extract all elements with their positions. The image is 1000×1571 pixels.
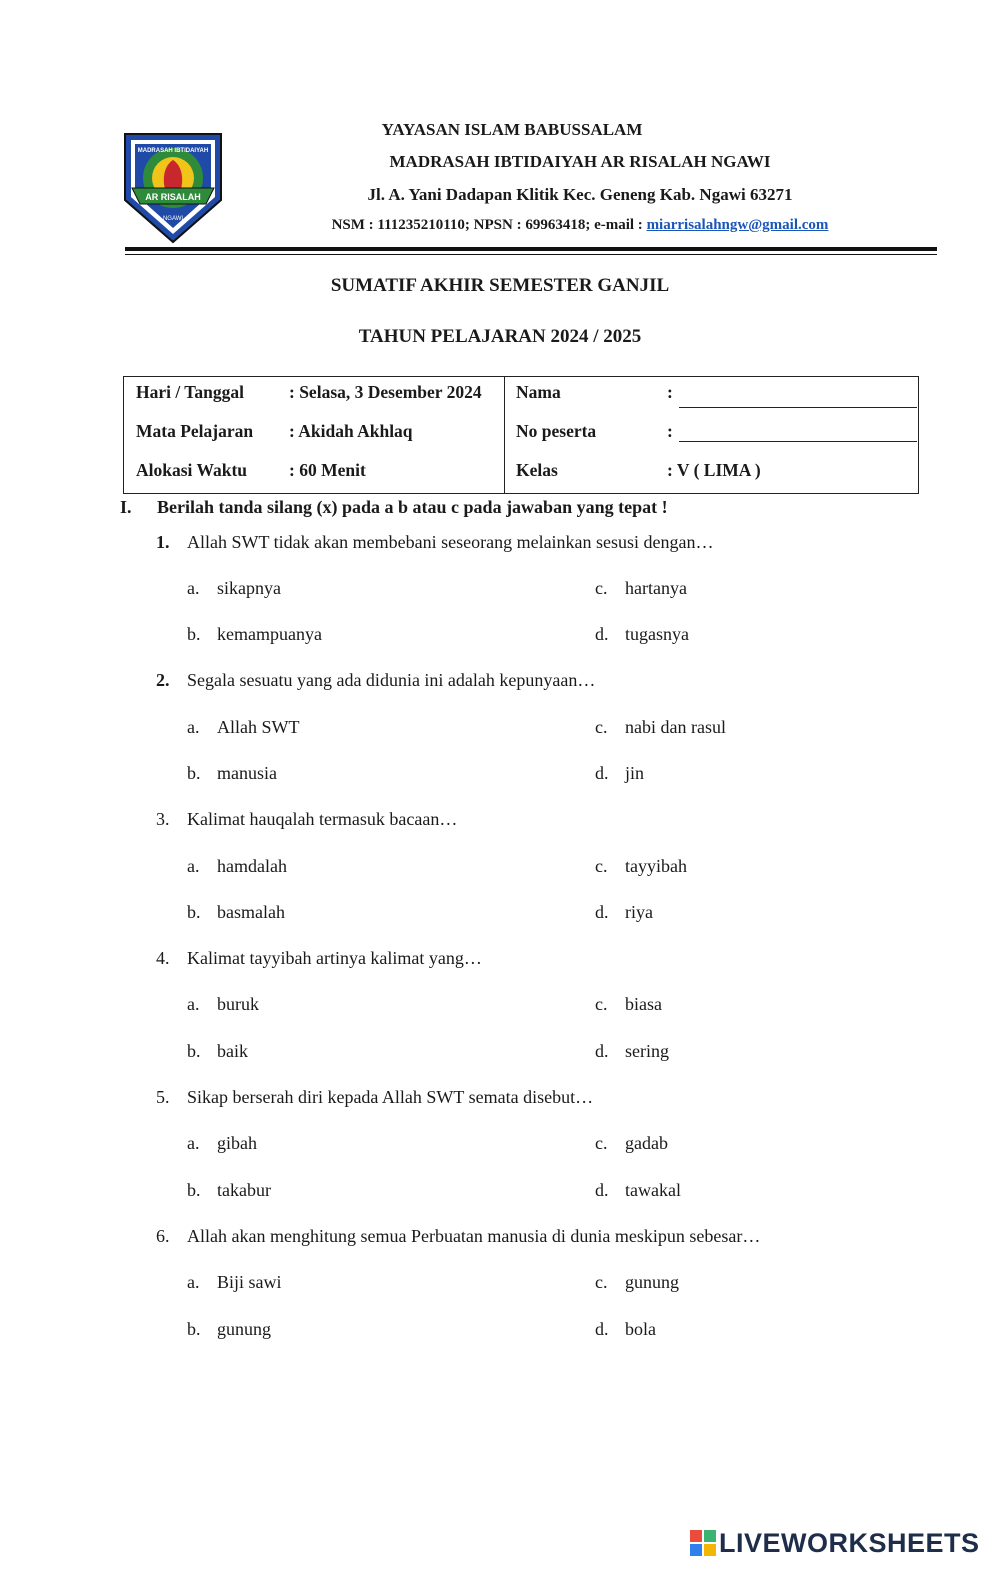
option-text[interactable]: kemampuanya: [217, 624, 322, 644]
info-label-duration: Alokasi Waktu: [136, 460, 248, 480]
option-text[interactable]: takabur: [217, 1180, 271, 1200]
option-label[interactable]: c.: [595, 578, 608, 598]
option-text[interactable]: Allah SWT: [217, 717, 300, 737]
info-colon-name: :: [667, 382, 673, 402]
question-text: Segala sesuatu yang ada didunia ini adalah kepunyaan…: [187, 670, 596, 690]
info-label-class: Kelas: [516, 460, 558, 480]
option-text[interactable]: tugasnya: [625, 624, 689, 644]
option-text[interactable]: basmalah: [217, 902, 285, 922]
info-label-participant-no: No peserta: [516, 421, 597, 441]
option-label[interactable]: c.: [595, 1272, 608, 1292]
option-label[interactable]: a.: [187, 717, 200, 737]
exam-year: TAHUN PELAJARAN 2024 / 2025: [358, 326, 642, 347]
school-name: MADRASAH IBTIDAIYAH AR RISALAH NGAWI: [389, 152, 771, 171]
liveworksheets-logo-icon: [690, 1530, 716, 1556]
option-label[interactable]: b.: [187, 1041, 201, 1061]
question-text: Allah akan menghitung semua Perbuatan manusia di dunia meskipun sebesar…: [187, 1226, 761, 1246]
option-text[interactable]: tawakal: [625, 1180, 681, 1200]
option-text[interactable]: sikapnya: [217, 578, 281, 598]
email-link[interactable]: miarrisalahngw@gmail.com: [646, 217, 829, 233]
liveworksheets-wordmark: LIVEWORKSHEETS: [719, 1527, 980, 1558]
info-value-date: : Selasa, 3 Desember 2024: [289, 382, 482, 402]
option-label[interactable]: a.: [187, 1133, 200, 1153]
question-text: Sikap berserah diri kepada Allah SWT semata disebut…: [187, 1087, 594, 1107]
option-label[interactable]: a.: [187, 578, 200, 598]
logo-bottom-text: NGAWI: [162, 216, 184, 222]
question-number: 4.: [156, 948, 170, 968]
option-text[interactable]: buruk: [217, 994, 259, 1014]
option-label[interactable]: a.: [187, 856, 200, 876]
section-instruction: Berilah tanda silang (x) pada a b atau c pada jawaban yang tepat !: [157, 497, 668, 517]
question-number: 2.: [156, 670, 170, 690]
info-value-class: : V ( LIMA ): [667, 460, 761, 480]
info-colon-participant-no: :: [667, 421, 673, 441]
exam-title: SUMATIF AKHIR SEMESTER GANJIL: [330, 275, 670, 296]
header-rule-thick: [125, 247, 937, 251]
school-ids-text: NSM : 111235210110; NPSN : 69963418; e-mail :: [331, 217, 647, 233]
question-number: 3.: [156, 809, 170, 829]
option-text[interactable]: sering: [625, 1041, 669, 1061]
info-box-divider: [504, 377, 505, 493]
question-text: Kalimat hauqalah termasuk bacaan…: [187, 809, 458, 829]
option-text[interactable]: riya: [625, 902, 653, 922]
option-label[interactable]: a.: [187, 1272, 200, 1292]
option-text[interactable]: gadab: [625, 1133, 668, 1153]
question-number: 1.: [156, 532, 170, 552]
option-text[interactable]: nabi dan rasul: [625, 717, 726, 737]
logo-banner-text: AR RISALAH: [145, 192, 201, 202]
section-numeral: I.: [120, 497, 132, 517]
school-ids: [0, 217, 1000, 234]
option-label[interactable]: b.: [187, 624, 201, 644]
question-number: 5.: [156, 1087, 170, 1107]
option-label[interactable]: b.: [187, 1319, 201, 1339]
question-number: 6.: [156, 1226, 170, 1246]
header-rule-thin: [125, 254, 937, 255]
option-text[interactable]: Biji sawi: [217, 1272, 282, 1292]
option-label[interactable]: d.: [595, 763, 609, 783]
option-text[interactable]: gunung: [625, 1272, 679, 1292]
option-label[interactable]: d.: [595, 1180, 609, 1200]
option-label[interactable]: b.: [187, 902, 201, 922]
option-text[interactable]: manusia: [217, 763, 277, 783]
option-text[interactable]: baik: [217, 1041, 248, 1061]
option-text[interactable]: bola: [625, 1319, 656, 1339]
liveworksheets-brand: [690, 1526, 980, 1560]
info-value-duration: : 60 Menit: [289, 460, 366, 480]
option-label[interactable]: d.: [595, 1041, 609, 1061]
option-label[interactable]: b.: [187, 763, 201, 783]
option-label[interactable]: c.: [595, 994, 608, 1014]
option-label[interactable]: c.: [595, 1133, 608, 1153]
option-label[interactable]: c.: [595, 856, 608, 876]
option-text[interactable]: hamdalah: [217, 856, 287, 876]
exam-info-box: [123, 376, 919, 494]
info-label-date: Hari / Tanggal: [136, 382, 244, 402]
option-label[interactable]: d.: [595, 624, 609, 644]
option-text[interactable]: hartanya: [625, 578, 687, 598]
info-value-subject: : Akidah Akhlaq: [289, 421, 413, 441]
option-label[interactable]: a.: [187, 994, 200, 1014]
logo-ring-text: MADRASAH IBTIDAIYAH: [137, 148, 209, 154]
info-label-subject: Mata Pelajaran: [136, 421, 254, 441]
option-text[interactable]: gunung: [217, 1319, 271, 1339]
info-label-name: Nama: [516, 382, 561, 402]
foundation-name: YAYASAN ISLAM BABUSSALAM: [381, 120, 643, 139]
option-text[interactable]: tayyibah: [625, 856, 687, 876]
question-text: Allah SWT tidak akan membebani seseorang melainkan sesusi dengan…: [187, 532, 714, 552]
option-text[interactable]: gibah: [217, 1133, 257, 1153]
school-address: Jl. A. Yani Dadapan Klitik Kec. Geneng Kab. Ngawi 63271: [367, 185, 793, 204]
option-text[interactable]: jin: [625, 763, 645, 783]
name-answer-line[interactable]: [679, 407, 917, 408]
option-label[interactable]: c.: [595, 717, 608, 737]
option-text[interactable]: biasa: [625, 994, 662, 1014]
participant-no-answer-line[interactable]: [679, 441, 917, 442]
question-text: Kalimat tayyibah artinya kalimat yang…: [187, 948, 482, 968]
option-label[interactable]: b.: [187, 1180, 201, 1200]
option-label[interactable]: d.: [595, 1319, 609, 1339]
option-label[interactable]: d.: [595, 902, 609, 922]
